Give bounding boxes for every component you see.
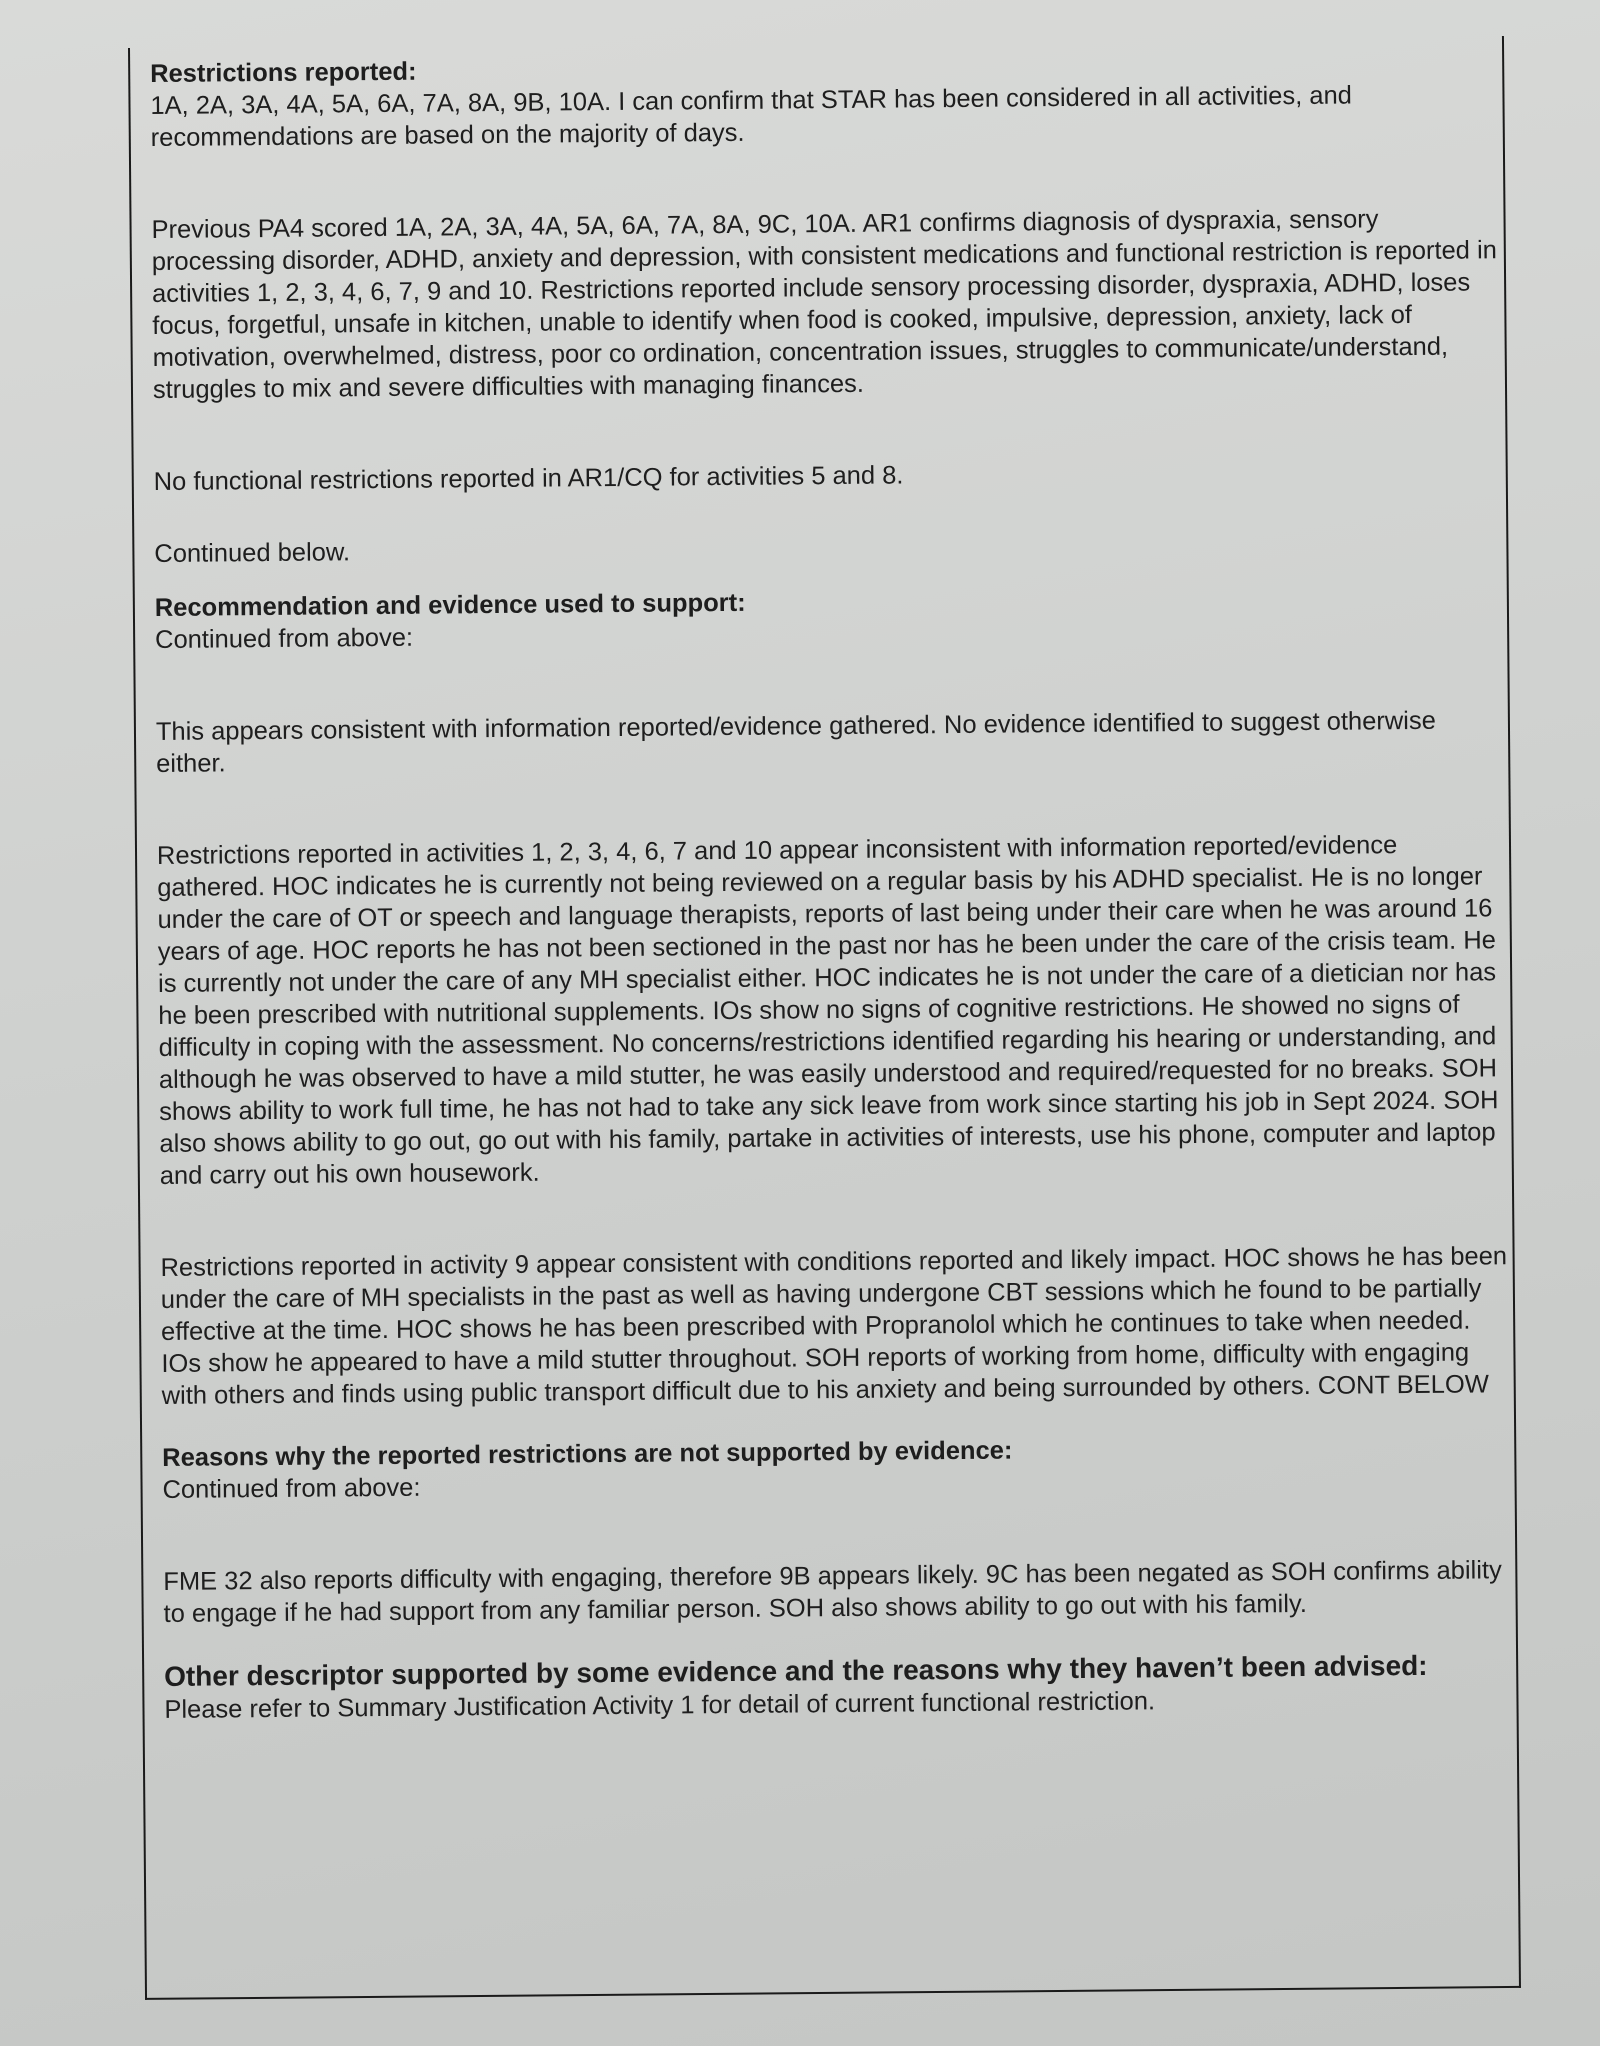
other-descriptor-heading: Other descriptor supported by some evidence and the reasons why they haven’t been advised: [163, 1649, 1428, 1692]
previous-assessment-text: Previous PA4 scored 1A, 2A, 3A, 4A, 5A, 6A, 7A, 8A, 9C, 10A. AR1 confirms diagnosis of dyspraxia, sensory processing disorder, ADHD, anxiety and depression, with consistent medications and functional restriction is reported in activities 1, 2, 3, 4, 6, 7, 9 and 10. Restrictions reported include sensory processing disorder, dyspraxia, ADHD, loses focus, forgetful, unsafe in kitchen, unable to identify when food is cooked, impulsive, depression, anxiety, lack of motivation, overwhelmed, distress, poor co ordination, concentration issues, struggles to communicate/understand, struggles to mix and severe difficulties with managing finances. [151, 205, 1497, 404]
no-functional-restrictions-text: No functional restrictions reported in AR1/CQ for activities 5 and 8. [153, 461, 904, 496]
continued-below-text: Continued below. [154, 538, 351, 568]
form-content [150, 46, 1520, 1726]
restrictions-text: 1A, 2A, 3A, 4A, 5A, 6A, 7A, 8A, 9B, 10A. I can confirm that STAR has been considered in all activities, and recommendations are based on the majority of days. [150, 81, 1353, 152]
other-descriptor-text: Please refer to Summary Justification Activity 1 for detail of current functional restriction. [164, 1687, 1156, 1724]
recommendation-heading: Recommendation and evidence used to support: [154, 588, 746, 622]
restrictions-heading: Restrictions reported: [150, 57, 417, 88]
continued-from-above-text: Continued from above: [154, 623, 414, 654]
continued-from-above-text-2: Continued from above: [162, 1473, 421, 1504]
reasons-heading: Reasons why the reported restrictions are not supported by evidence: [162, 1436, 1013, 1472]
consistent-text: This appears consistent with information reported/evidence gathered. No evidence identified to suggest otherwise either. [155, 706, 1436, 778]
fme-text: FME 32 also reports difficulty with engaging, therefore 9B appears likely. 9C has been negated as SOH confirms ability to engage if he had support from any familiar person. SOH also shows ability to go out with his family. [163, 1556, 1502, 1628]
inconsistent-restrictions-text: Restrictions reported in activities 1, 2, 3, 4, 6, 7 and 10 appear inconsistent with information reported/evidence gathered. HOC indicates he is currently not being reviewed on a regular basis by his ADHD specialist. He is no longer under the care of OT or speech and language therapists, reports of last being under their care when he was around 16 years of age. HOC reports he has not been sectioned in the past nor has he been under the care of the crisis team. He is currently not under the care of any MH specialist either. HOC indicates he is not under the care of a dietician nor has he been prescribed with nutritional supplements. IOs show no signs of cognitive restrictions. He showed no signs of difficulty in coping with the assessment. No concerns/restrictions identified regarding his hearing or understanding, and although he was observed to have a mild stutter, he was easily understood and required/requested for no breaks. SOH shows ability to work full time, he has not had to take any sick leave from work since starting his job in Sept 2024. SOH also shows ability to go out, go out with his family, partake in activities of interests, use his phone, computer and laptop and carry out his own housework. [156, 831, 1499, 1190]
activity-9-text: Restrictions reported in activity 9 appear consistent with conditions reported and likely impact. HOC shows he has been under the care of MH specialists in the past as well as having undergone CBT sessions which he found to be partially effective at the time. HOC shows he has been prescribed with Propranolol which he continues to take when needed. IOs show he appeared to have a mild stutter throughout. SOH reports of working from home, difficulty with engaging with others and finds using public transport difficult due to his anxiety and being surrounded by others. CONT BELOW [160, 1242, 1508, 1410]
